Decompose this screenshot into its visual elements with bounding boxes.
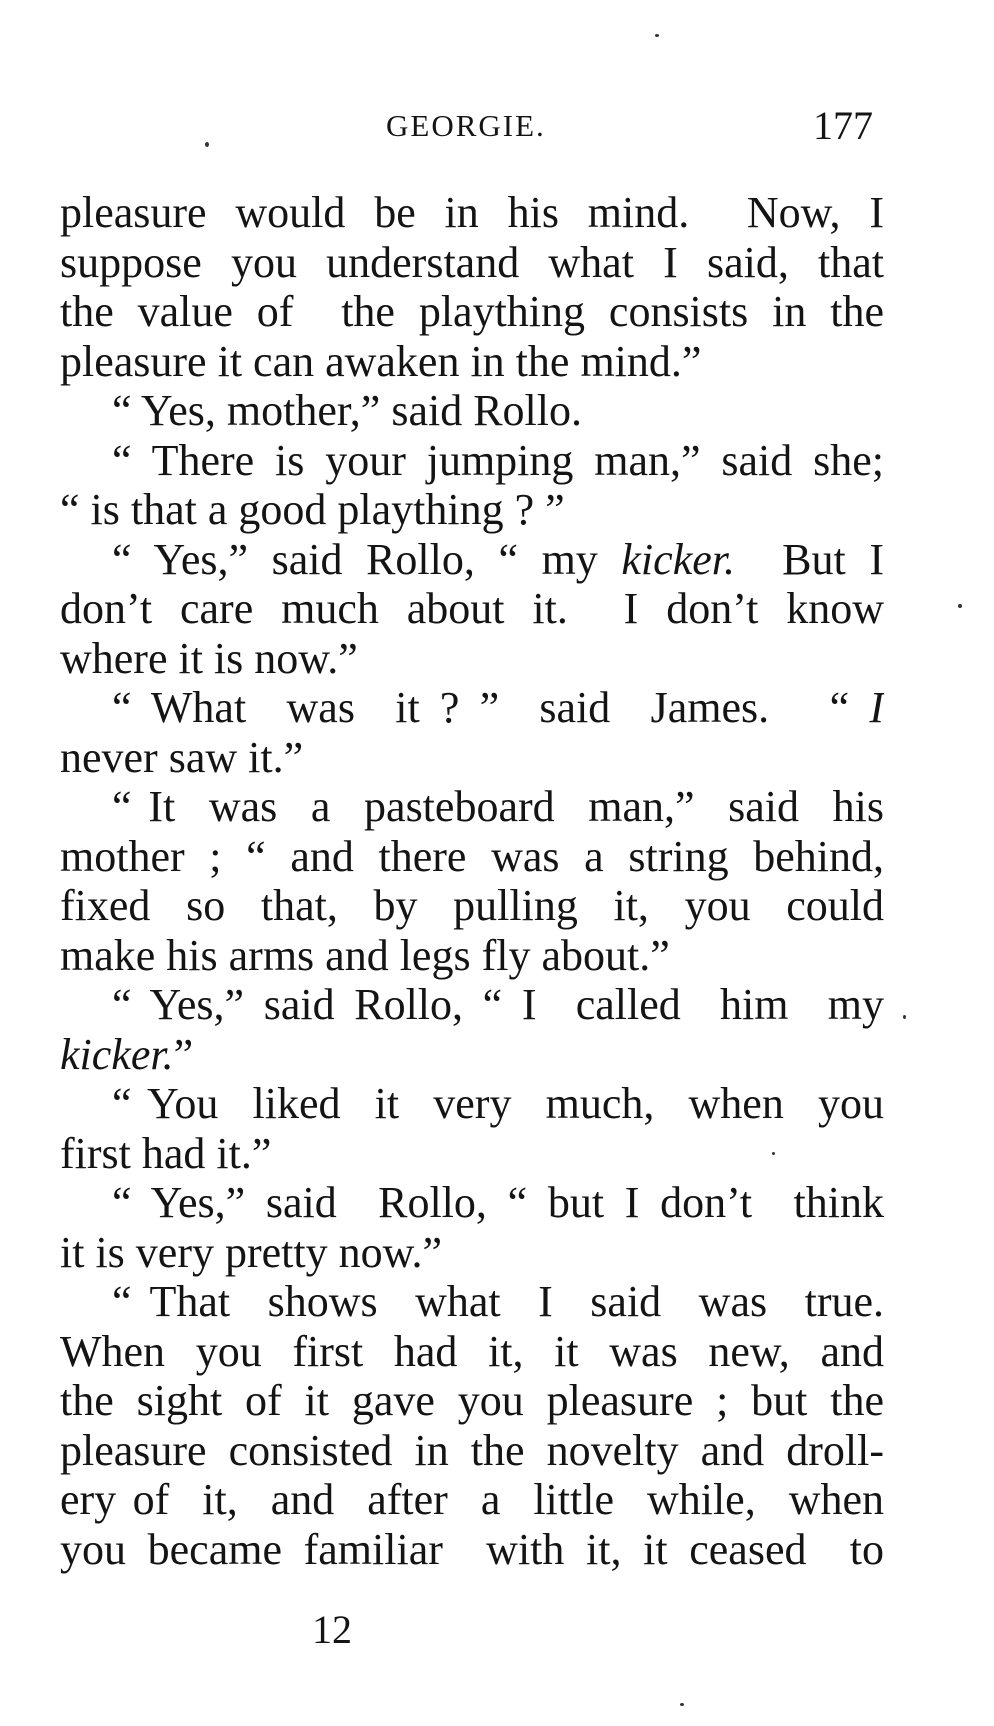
scan-speck [958, 604, 962, 608]
scan-speck [205, 142, 209, 147]
text-line: the value of the plaything consists in the [60, 287, 884, 336]
text-line: where it is now.” [60, 633, 358, 683]
text-line: ery of it, and after a little while, when [60, 1475, 884, 1524]
text-line: “ is that a good plaything ? ” [60, 485, 565, 534]
text-line: “ Yes,” said Rollo, “ my kicker. But I [112, 534, 884, 584]
signature-mark: 12 [312, 1607, 352, 1652]
text-line: fixed so that, by pulling it, you could [60, 881, 884, 930]
text-line: mother ; “ and there was a string behind, [60, 831, 884, 881]
text-line: the sight of it gave you pleasure ; but the [60, 1376, 884, 1425]
text-line: “ Yes, mother,” said Rollo. [112, 386, 582, 435]
text-line: When you first had it, it was new, and [60, 1326, 884, 1376]
text-line: don’t care much about it. I don’t know [60, 584, 884, 633]
text-line: make his arms and legs fly about.” [60, 930, 670, 980]
text-line: pleasure would be in his mind. Now, I [60, 188, 884, 237]
text-line: you became familiar with it, it ceased to [60, 1524, 884, 1574]
italic-word: kicker. [60, 1029, 174, 1079]
text-line: “ That shows what I said was true. [112, 1277, 884, 1326]
scan-speck [772, 1152, 775, 1155]
scan-speck [903, 1015, 906, 1019]
scan-speck [680, 1703, 684, 1706]
text-line: first had it.” [60, 1128, 272, 1178]
text-line: suppose you understand what I said, that [60, 237, 884, 287]
text-line: “ It was a pasteboard man,” said his [112, 782, 884, 831]
text-line: pleasure it can awaken in the mind.” [60, 336, 702, 386]
text-line: never saw it.” [60, 732, 304, 782]
scan-speck [655, 34, 659, 37]
text-line: kicker.” [60, 1029, 194, 1079]
text-line: “ Yes,” said Rollo, “ but I don’t think [112, 1178, 884, 1227]
text-line: pleasure consisted in the novelty and droll- [60, 1425, 884, 1475]
text-line: it is very pretty now.” [60, 1227, 443, 1277]
text-line: “ Yes,” said Rollo, “ I called him my [112, 980, 884, 1029]
page-number: 177 [813, 103, 873, 148]
body-text [60, 188, 884, 1574]
italic-word: kicker. [621, 534, 735, 584]
italic-word: I [869, 683, 884, 732]
text-line: “ You liked it very much, when you [112, 1079, 884, 1128]
running-title: GEORGIE. [386, 108, 546, 143]
text-line: “ There is your jumping man,” said she; [112, 435, 884, 485]
text-line: “ What was it ? ” said James. “ I [112, 683, 884, 732]
